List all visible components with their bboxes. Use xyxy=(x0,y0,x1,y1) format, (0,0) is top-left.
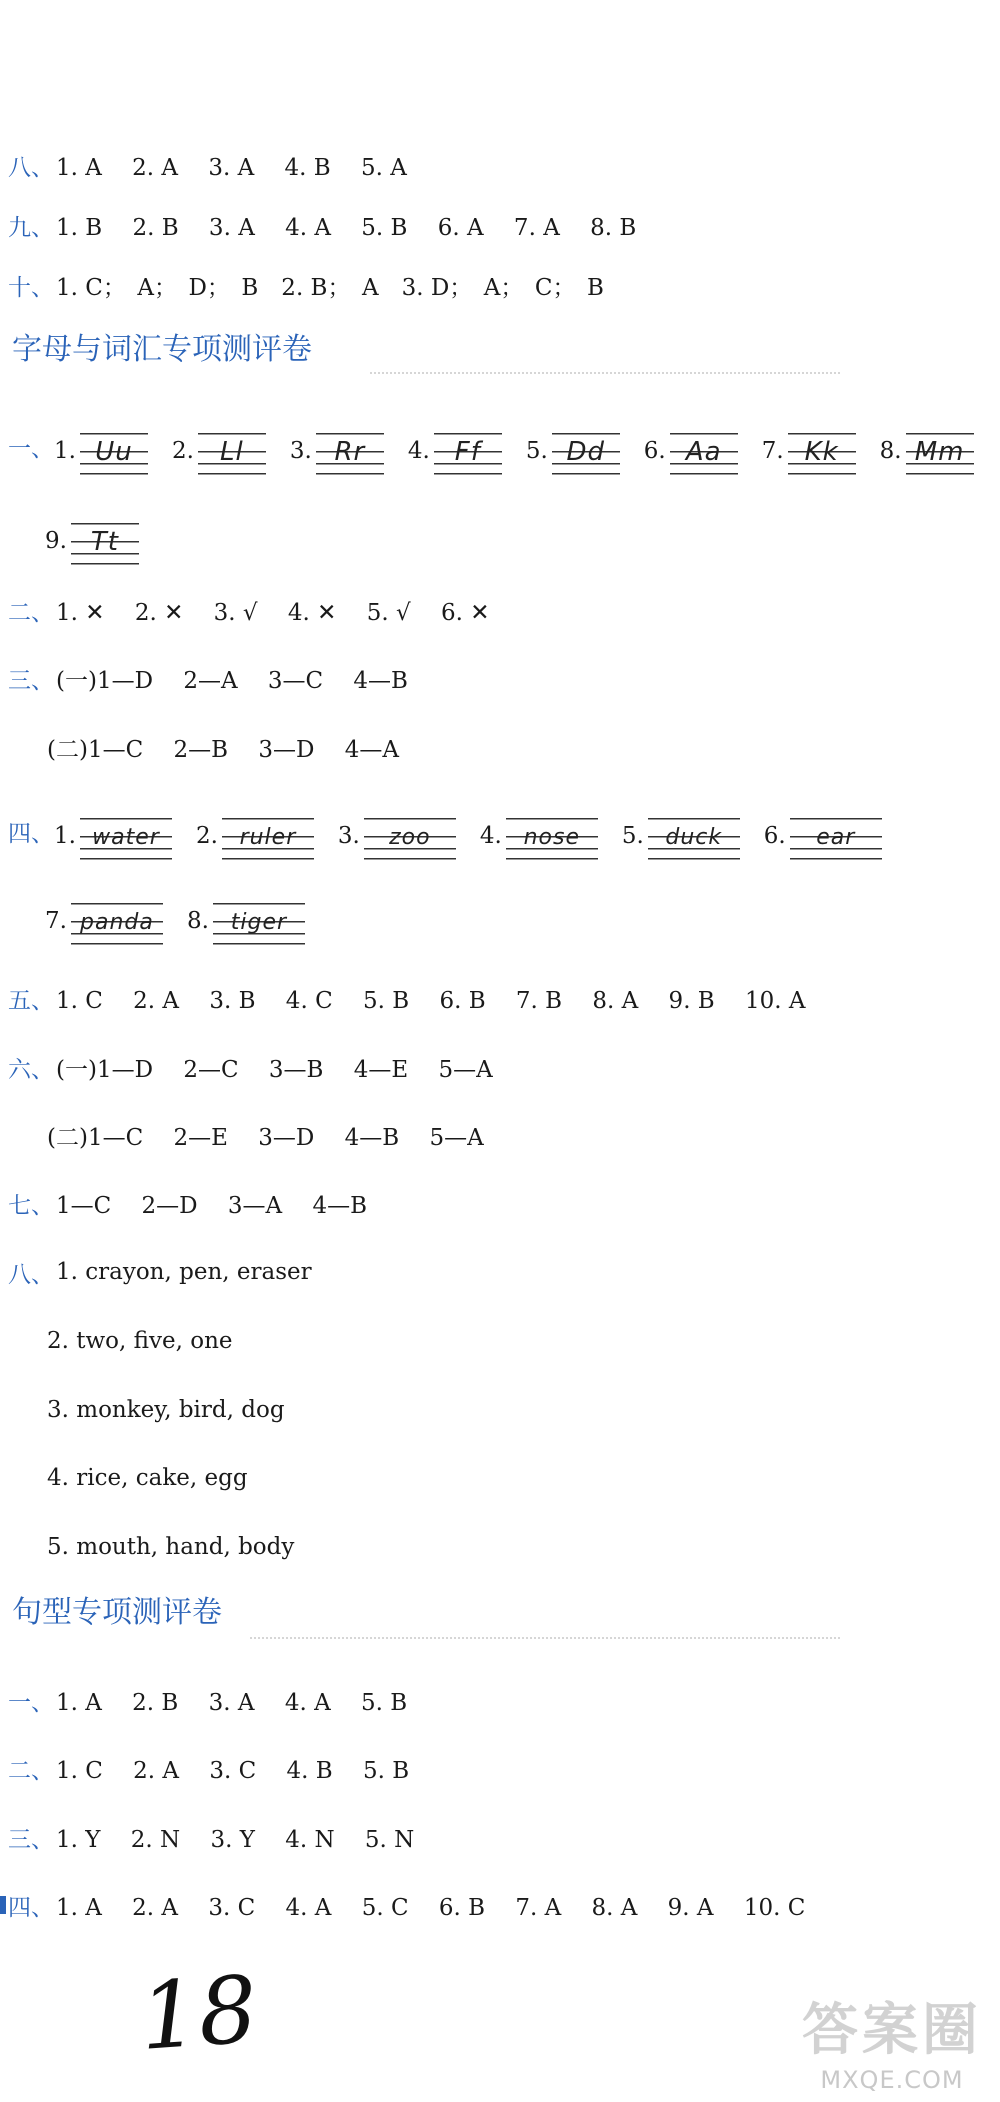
answer-text: 4. rice, cake, egg xyxy=(47,1465,248,1491)
handwritten-letters: Aa xyxy=(670,429,738,475)
word-answer: 8. tiger xyxy=(187,899,305,945)
answer-text: 1. C 2. A 3. B 4. C 5. B 6. B 7. B 8. A 9. B 10. A xyxy=(56,987,806,1014)
answer-row-jiu xyxy=(8,205,636,245)
edge-marker xyxy=(0,1896,6,1914)
watermark-logo: 答案圈 xyxy=(802,1998,982,2063)
answer-text: (一)1—D 2—A 3—C 4—B xyxy=(56,667,408,694)
handwritten-word: duck xyxy=(648,814,740,860)
answer-row-s2-er xyxy=(8,1748,409,1788)
question-number: 五、 xyxy=(8,987,54,1014)
question-number: 三、 xyxy=(8,667,54,694)
handwritten-word: ruler xyxy=(222,814,314,860)
title-divider xyxy=(370,372,840,374)
handwritten-word: ear xyxy=(790,814,882,860)
answer-text: 1. Y 2. N 3. Y 4. N 5. N xyxy=(56,1826,415,1853)
answer-text: 1. C 2. A 3. C 4. B 5. B xyxy=(56,1757,410,1784)
letter-answer: 1. Uu xyxy=(54,429,148,475)
answer-row-s2-si xyxy=(8,1885,805,1925)
answer-text: 1. C； A； D； B 2. B； A 3. D； A； C； B xyxy=(56,274,604,301)
question-number: 四、 xyxy=(8,821,54,847)
answer-row-wu xyxy=(8,978,806,1018)
letter-answer: 9. Tt xyxy=(45,519,139,565)
answer-row-shi xyxy=(8,265,604,305)
answer-text: (二)1—C 2—B 3—D 4—A xyxy=(47,736,399,763)
answer-text: 1. A 2. A 3. A 4. B 5. A xyxy=(56,154,407,181)
handwritten-word: zoo xyxy=(364,814,456,860)
handwritten-word: tiger xyxy=(213,899,305,945)
question-number: 七、 xyxy=(8,1192,54,1219)
handwritten-word: panda xyxy=(71,899,163,945)
answer-row-liu-1 xyxy=(8,1047,493,1087)
answer-text: 1. B 2. B 3. A 4. A 5. B 6. A 7. A 8. B xyxy=(56,214,637,241)
answer-row-qi xyxy=(8,1183,367,1223)
answer-text: 2. two, five, one xyxy=(47,1328,233,1354)
handwritten-letters: Kk xyxy=(788,429,856,475)
handwriting-word-row-1 xyxy=(8,790,906,860)
answer-text: (一)1—D 2—C 3—B 4—E 5—A xyxy=(56,1056,493,1083)
handwriting-row-2 xyxy=(45,495,163,565)
handwritten-letters: Dd xyxy=(552,429,620,475)
answer-text: 1. ✕ 2. ✕ 3. √ 4. ✕ 5. √ 6. ✕ xyxy=(56,599,490,626)
answer-row-s2-yi xyxy=(8,1680,407,1720)
question-number: 二、 xyxy=(8,1757,54,1784)
answer-line xyxy=(45,1458,248,1498)
answer-row-ba-2 xyxy=(8,1252,312,1292)
answer-row-san-1 xyxy=(8,658,408,698)
answer-row-liu-2 xyxy=(45,1115,484,1155)
handwritten-letters: Ff xyxy=(434,429,502,475)
answer-text: 5. mouth, hand, body xyxy=(47,1534,295,1560)
word-answer: 2. ruler xyxy=(196,814,314,860)
handwritten-page-number: 18 xyxy=(136,1956,261,2071)
word-answer: 6. ear xyxy=(764,814,882,860)
handwritten-letters: Ll xyxy=(198,429,266,475)
question-number: 八、 xyxy=(8,1261,54,1288)
answer-row-er xyxy=(8,590,490,630)
word-answer: 4. nose xyxy=(480,814,598,860)
letter-answer: 2. Ll xyxy=(172,429,266,475)
answer-row-san-2 xyxy=(45,727,399,767)
answer-row-ba xyxy=(8,145,407,185)
letter-answer: 8. Mm xyxy=(880,429,974,475)
question-number: 八、 xyxy=(8,154,54,181)
handwritten-letters: Uu xyxy=(80,429,148,475)
word-answer: 3. zoo xyxy=(338,814,456,860)
letter-answer: 7. Kk xyxy=(762,429,856,475)
handwritten-letters: Rr xyxy=(316,429,384,475)
question-number: 九、 xyxy=(8,214,54,241)
word-answer: 7. panda xyxy=(45,899,163,945)
answer-text: 1. crayon, pen, eraser xyxy=(56,1259,312,1285)
question-number: 四、 xyxy=(8,1894,54,1921)
question-number: 三、 xyxy=(8,1826,54,1853)
answer-text: 1—C 2—D 3—A 4—B xyxy=(56,1192,368,1219)
handwritten-word: nose xyxy=(506,814,598,860)
watermark xyxy=(802,1986,982,2094)
letter-answer: 3. Rr xyxy=(290,429,384,475)
letter-answer: 5. Dd xyxy=(526,429,620,475)
handwritten-letters: Tt xyxy=(71,519,139,565)
answer-row-s2-san xyxy=(8,1817,414,1857)
section-title-letters-vocab: 字母与词汇专项测评卷 xyxy=(12,332,312,367)
word-answer: 1. water xyxy=(54,814,172,860)
handwriting-word-row-2 xyxy=(45,875,329,945)
handwritten-word: water xyxy=(80,814,172,860)
handwriting-row-1 xyxy=(8,405,998,475)
letter-answer: 4. Ff xyxy=(408,429,502,475)
title-divider xyxy=(250,1637,840,1639)
question-number: 二、 xyxy=(8,599,54,626)
answer-text: 1. A 2. B 3. A 4. A 5. B xyxy=(56,1689,408,1716)
answer-text: (二)1—C 2—E 3—D 4—B 5—A xyxy=(47,1124,484,1151)
question-number: 六、 xyxy=(8,1056,54,1083)
answer-text: 3. monkey, bird, dog xyxy=(47,1397,285,1423)
word-answer: 5. duck xyxy=(622,814,740,860)
question-number: 一、 xyxy=(8,1689,54,1716)
letter-answer: 6. Aa xyxy=(644,429,738,475)
watermark-url: MXQE.COM xyxy=(820,2066,964,2094)
answer-line xyxy=(45,1321,233,1361)
answer-line xyxy=(45,1390,285,1430)
question-number: 一、 xyxy=(8,436,54,462)
answer-line xyxy=(45,1527,294,1567)
question-number: 十、 xyxy=(8,274,54,301)
handwritten-letters: Mm xyxy=(906,429,974,475)
answer-text: 1. A 2. A 3. C 4. A 5. C 6. B 7. A 8. A 9. A 10. C xyxy=(56,1894,806,1921)
section-title-sentence-patterns: 句型专项测评卷 xyxy=(12,1595,222,1630)
